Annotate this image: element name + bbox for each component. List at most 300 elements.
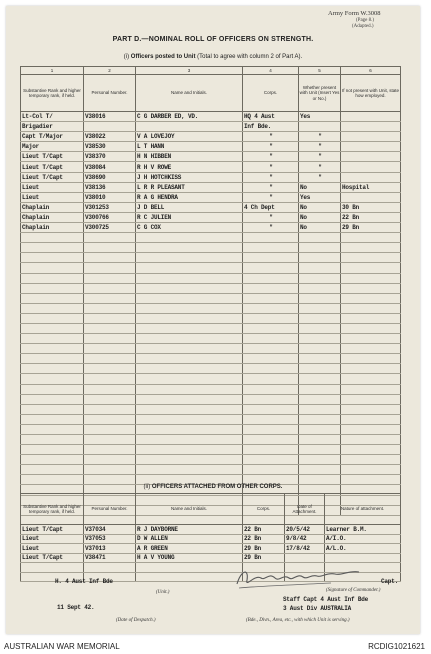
empty-cell [243, 283, 299, 293]
cell-employed: Hospital [341, 182, 401, 192]
cell-number: V37053 [84, 534, 136, 544]
signature-rank: Capt. [381, 578, 399, 585]
cell-nature: Learner B.M. [325, 525, 401, 535]
empty-cell [136, 445, 243, 455]
column-number-row [21, 67, 401, 75]
table-row [21, 283, 401, 293]
empty-cell [21, 414, 84, 424]
cell-nature [325, 553, 401, 563]
signature-label: (Signature of Commander.) [326, 588, 381, 593]
empty-cell [21, 233, 84, 243]
empty-cell [299, 263, 341, 273]
empty-cell [136, 263, 243, 273]
cell-corps: " [243, 223, 299, 233]
empty-cell [21, 435, 84, 445]
empty-cell [341, 273, 401, 283]
cell-rank: Lieut T/Capt [21, 553, 84, 563]
empty-cell [341, 344, 401, 354]
empty-cell [243, 445, 299, 455]
section-2-heading: OFFICERS ATTACHED FROM OTHER CORPS. [151, 484, 283, 490]
table-row [21, 212, 401, 222]
cell-nature: A/L.O. [325, 544, 401, 554]
empty-cell [341, 374, 401, 384]
section-1-title [6, 54, 420, 60]
empty-cell [299, 424, 341, 434]
table-row [21, 273, 401, 283]
cell-rank: Lt-Col T/ [21, 112, 84, 122]
cell-corps: " [243, 212, 299, 222]
cell-name: R C JULIEN [136, 212, 243, 222]
empty-cell [299, 384, 341, 394]
empty-cell [341, 424, 401, 434]
empty-cell [84, 414, 136, 424]
empty-cell [136, 313, 243, 323]
table-row [21, 435, 401, 445]
empty-cell [341, 384, 401, 394]
cell-name: A R GREEN [136, 544, 243, 554]
empty-cell [299, 364, 341, 374]
cell-number: V37013 [84, 544, 136, 554]
empty-cell [299, 253, 341, 263]
table-row [21, 534, 401, 544]
cell-corps: " [243, 182, 299, 192]
cell-corps: 22 Bn [243, 534, 285, 544]
cell-rank: Lieut [21, 192, 84, 202]
empty-cell [84, 293, 136, 303]
table-row [21, 112, 401, 122]
cell-employed [341, 152, 401, 162]
table-row [21, 553, 401, 563]
empty-cell [243, 303, 299, 313]
cell-rank: Chaplain [21, 212, 84, 222]
table-row [21, 233, 401, 243]
empty-cell [21, 404, 84, 414]
cell-corps: 29 Bn [243, 553, 285, 563]
cell-number: V38084 [84, 162, 136, 172]
form-page-number: (Page 8.) [356, 18, 375, 23]
header-row [21, 494, 401, 525]
table-row [21, 303, 401, 313]
cell-employed [341, 132, 401, 142]
officers-posted-table [20, 66, 401, 516]
cell-employed [341, 162, 401, 172]
empty-cell [341, 233, 401, 243]
empty-cell [136, 293, 243, 303]
empty-cell [21, 465, 84, 475]
staff-line: Staff Capt 4 Aust Inf Bde [283, 596, 369, 603]
cell-rank: Lieut T/Capt [21, 162, 84, 172]
empty-cell [243, 273, 299, 283]
cell-name: R A G HENDRA [136, 192, 243, 202]
cell-present [299, 122, 341, 132]
table-row [21, 152, 401, 162]
empty-cell [243, 323, 299, 333]
cell-number: V38136 [84, 182, 136, 192]
form-number: Army Form W.3008 [328, 10, 381, 17]
cell-name: H A V YOUNG [136, 553, 243, 563]
empty-cell [341, 263, 401, 273]
part-title: PART D.—NOMINAL ROLL OF OFFICERS ON STRENGTH. [112, 36, 314, 43]
empty-cell [243, 384, 299, 394]
archive-name: AUSTRALIAN WAR MEMORIAL [4, 642, 120, 651]
table-row [21, 364, 401, 374]
empty-cell [299, 374, 341, 384]
cell-name: J D BELL [136, 202, 243, 212]
cell-number [84, 122, 136, 132]
empty-cell [84, 384, 136, 394]
section-1-heading: Officers posted to Unit [130, 54, 196, 60]
empty-cell [243, 313, 299, 323]
table-row [21, 455, 401, 465]
cell-corps: " [243, 132, 299, 142]
cell-name: C G COX [136, 223, 243, 233]
cell-name: V A LOVEJOY [136, 132, 243, 142]
empty-cell [84, 354, 136, 364]
cell-corps: " [243, 192, 299, 202]
cell-name: R J DAYBORNE [136, 525, 243, 535]
empty-cell [243, 374, 299, 384]
empty-cell [21, 273, 84, 283]
cell-name: H N HIBBEN [136, 152, 243, 162]
table-row [21, 223, 401, 233]
table-row [21, 323, 401, 333]
cell-name: D W ALLEN [136, 534, 243, 544]
cell-name: C G DARBER ED, VD. [136, 112, 243, 122]
column-header-rank: Substantive Rank and higher temporary rank, if held. [21, 494, 84, 525]
empty-cell [243, 354, 299, 364]
column-number: 6 [341, 67, 401, 75]
table-row [21, 263, 401, 273]
location-label: (Bde., Divn., Area, etc., with which Unit is serving.) [246, 618, 350, 623]
empty-cell [341, 354, 401, 364]
empty-cell [21, 384, 84, 394]
empty-cell [299, 354, 341, 364]
table-row [21, 424, 401, 434]
despatch-date-label: (Date of Despatch.) [116, 618, 156, 623]
empty-cell [84, 445, 136, 455]
empty-cell [243, 293, 299, 303]
cell-rank: Chaplain [21, 202, 84, 212]
column-number: 2 [84, 67, 136, 75]
empty-cell [136, 253, 243, 263]
cell-number: V38690 [84, 172, 136, 182]
empty-cell [84, 243, 136, 253]
empty-cell [84, 313, 136, 323]
empty-cell [136, 435, 243, 445]
table-row [21, 544, 401, 554]
empty-cell [84, 455, 136, 465]
cell-corps: " [243, 172, 299, 182]
cell-present: " [299, 132, 341, 142]
cell-present: No [299, 212, 341, 222]
empty-cell [136, 233, 243, 243]
cell-present: No [299, 182, 341, 192]
table-row [21, 243, 401, 253]
empty-cell [84, 563, 136, 573]
table-row [21, 202, 401, 212]
empty-cell [341, 313, 401, 323]
column-number: 1 [21, 67, 84, 75]
form-adapted-note: (Adapted.) [352, 24, 374, 29]
empty-cell [341, 414, 401, 424]
document-page [6, 6, 420, 634]
record-id: RCDIG1021621 [368, 642, 425, 651]
section-2-number: (ii) [143, 484, 151, 490]
empty-cell [299, 293, 341, 303]
empty-cell [84, 344, 136, 354]
empty-cell [84, 374, 136, 384]
empty-cell [21, 344, 84, 354]
empty-cell [136, 465, 243, 475]
empty-cell [299, 435, 341, 445]
cell-present: No [299, 202, 341, 212]
empty-cell [299, 404, 341, 414]
location-line: 3 Aust Div AUSTRALIA [283, 605, 352, 612]
empty-cell [84, 424, 136, 434]
empty-cell [243, 243, 299, 253]
empty-cell [21, 374, 84, 384]
empty-cell [136, 414, 243, 424]
empty-cell [84, 465, 136, 475]
table-row [21, 414, 401, 424]
cell-name: L R R PLEASANT [136, 182, 243, 192]
empty-cell [341, 404, 401, 414]
empty-cell [341, 465, 401, 475]
empty-cell [21, 445, 84, 455]
column-header-date: Date of Attachment. [285, 494, 325, 525]
table-row [21, 384, 401, 394]
empty-cell [136, 243, 243, 253]
cell-name [136, 122, 243, 132]
empty-cell [243, 465, 299, 475]
column-number: 4 [243, 67, 299, 75]
empty-cell [21, 563, 84, 573]
empty-cell [299, 313, 341, 323]
empty-cell [136, 364, 243, 374]
empty-cell [299, 233, 341, 243]
cell-present: " [299, 152, 341, 162]
empty-cell [341, 303, 401, 313]
column-header-corps: Corps. [243, 75, 299, 112]
empty-cell [243, 253, 299, 263]
cell-date [285, 553, 325, 563]
table-row [21, 334, 401, 344]
empty-cell [243, 344, 299, 354]
empty-cell [243, 414, 299, 424]
cell-employed: 30 Bn [341, 202, 401, 212]
table-row [21, 404, 401, 414]
empty-cell [341, 394, 401, 404]
table-row [21, 374, 401, 384]
cell-rank: Chaplain [21, 223, 84, 233]
empty-cell [84, 364, 136, 374]
cell-number: V300725 [84, 223, 136, 233]
empty-cell [136, 404, 243, 414]
cell-number: V37034 [84, 525, 136, 535]
empty-cell [136, 344, 243, 354]
empty-cell [136, 273, 243, 283]
empty-cell [341, 293, 401, 303]
cell-rank: Major [21, 142, 84, 152]
cell-present: Yes [299, 192, 341, 202]
cell-rank: Capt T/Major [21, 132, 84, 142]
table-row [21, 182, 401, 192]
empty-cell [136, 374, 243, 384]
cell-date: 9/8/42 [285, 534, 325, 544]
cell-number: V301253 [84, 202, 136, 212]
unit-label: (Unit.) [156, 590, 170, 595]
empty-cell [341, 323, 401, 333]
empty-cell [243, 364, 299, 374]
cell-rank: Lieut [21, 182, 84, 192]
column-number: 3 [136, 67, 243, 75]
despatch-date-value: 11 Sept 42. [57, 604, 95, 611]
table-row [21, 162, 401, 172]
empty-cell [299, 323, 341, 333]
column-header-corps: Corps. [243, 494, 285, 525]
header-row [21, 75, 401, 112]
section-1-note: (Total to agree with column 2 of Part A). [197, 54, 303, 60]
empty-cell [84, 334, 136, 344]
cell-nature: A/I.O. [325, 534, 401, 544]
cell-present: Yes [299, 112, 341, 122]
empty-cell [243, 455, 299, 465]
column-header-employed: If not present with Unit, state how employed. [341, 75, 401, 112]
table-row [21, 293, 401, 303]
empty-cell [84, 404, 136, 414]
cell-number: V38010 [84, 192, 136, 202]
archive-caption [0, 640, 431, 654]
column-header-present: Whether present with Unit (Insert Yes or No.) [299, 75, 341, 112]
empty-cell [21, 455, 84, 465]
empty-cell [21, 263, 84, 273]
empty-cell [84, 233, 136, 243]
section-2-title [6, 484, 420, 490]
cell-employed [341, 192, 401, 202]
cell-present: No [299, 223, 341, 233]
empty-cell [299, 414, 341, 424]
empty-cell [136, 334, 243, 344]
unit-value: H. 4 Aust Inf Bde [55, 578, 113, 585]
empty-cell [21, 293, 84, 303]
empty-cell [299, 394, 341, 404]
cell-corps: 4 Ch Dept [243, 202, 299, 212]
cell-rank: Lieut [21, 544, 84, 554]
section-1-number: (i) [123, 54, 130, 60]
empty-cell [243, 394, 299, 404]
cell-rank: Lieut T/Capt [21, 152, 84, 162]
empty-cell [84, 283, 136, 293]
cell-corps: 29 Bn [243, 544, 285, 554]
cell-corps: " [243, 142, 299, 152]
cell-present: " [299, 162, 341, 172]
cell-name: R H V ROWE [136, 162, 243, 172]
empty-cell [341, 445, 401, 455]
table-row [21, 445, 401, 455]
empty-cell [243, 334, 299, 344]
empty-cell [84, 303, 136, 313]
table-row [21, 313, 401, 323]
cell-rank: Lieut T/Capt [21, 525, 84, 535]
column-header-name: Name and Initials. [136, 75, 243, 112]
cell-employed [341, 112, 401, 122]
empty-cell [21, 334, 84, 344]
cell-corps: " [243, 162, 299, 172]
table-row [21, 394, 401, 404]
cell-number: V38370 [84, 152, 136, 162]
empty-cell [341, 334, 401, 344]
empty-cell [84, 253, 136, 263]
empty-cell [299, 455, 341, 465]
empty-cell [21, 394, 84, 404]
cell-date: 17/8/42 [285, 544, 325, 554]
empty-cell [84, 263, 136, 273]
empty-cell [136, 384, 243, 394]
empty-cell [299, 303, 341, 313]
empty-cell [21, 313, 84, 323]
empty-cell [243, 263, 299, 273]
table-row [21, 132, 401, 142]
cell-employed: 22 Bn [341, 212, 401, 222]
cell-employed [341, 172, 401, 182]
cell-corps: Inf Bde. [243, 122, 299, 132]
empty-cell [84, 435, 136, 445]
empty-cell [21, 303, 84, 313]
empty-cell [341, 364, 401, 374]
cell-employed: 29 Bn [341, 223, 401, 233]
empty-cell [136, 455, 243, 465]
cell-corps: " [243, 152, 299, 162]
table-row [21, 253, 401, 263]
empty-cell [136, 572, 243, 582]
cell-number: V38471 [84, 553, 136, 563]
empty-cell [341, 243, 401, 253]
table-row [21, 465, 401, 475]
column-header-name: Name and Initials. [136, 494, 243, 525]
cell-name: J H HOTCHKISS [136, 172, 243, 182]
empty-cell [136, 354, 243, 364]
cell-employed [341, 142, 401, 152]
table-row [21, 192, 401, 202]
empty-cell [136, 303, 243, 313]
empty-cell [84, 394, 136, 404]
cell-corps: HQ 4 Aust [243, 112, 299, 122]
table-row [21, 344, 401, 354]
cell-date: 20/5/42 [285, 525, 325, 535]
empty-cell [21, 283, 84, 293]
empty-cell [243, 435, 299, 445]
empty-cell [243, 404, 299, 414]
empty-cell [299, 465, 341, 475]
empty-cell [136, 283, 243, 293]
empty-cell [21, 253, 84, 263]
cell-rank: Lieut [21, 534, 84, 544]
table-row [21, 172, 401, 182]
cell-corps: 22 Bn [243, 525, 285, 535]
table-row [21, 142, 401, 152]
empty-cell [21, 364, 84, 374]
table-row [21, 525, 401, 535]
column-header-nature: Nature of attachment. [325, 494, 401, 525]
cell-present: " [299, 172, 341, 182]
empty-cell [136, 394, 243, 404]
empty-cell [299, 273, 341, 283]
empty-cell [136, 323, 243, 333]
column-header-rank: Substantive Rank and higher temporary rank, if held. [21, 75, 84, 112]
empty-cell [341, 435, 401, 445]
empty-cell [136, 424, 243, 434]
cell-number: V38022 [84, 132, 136, 142]
